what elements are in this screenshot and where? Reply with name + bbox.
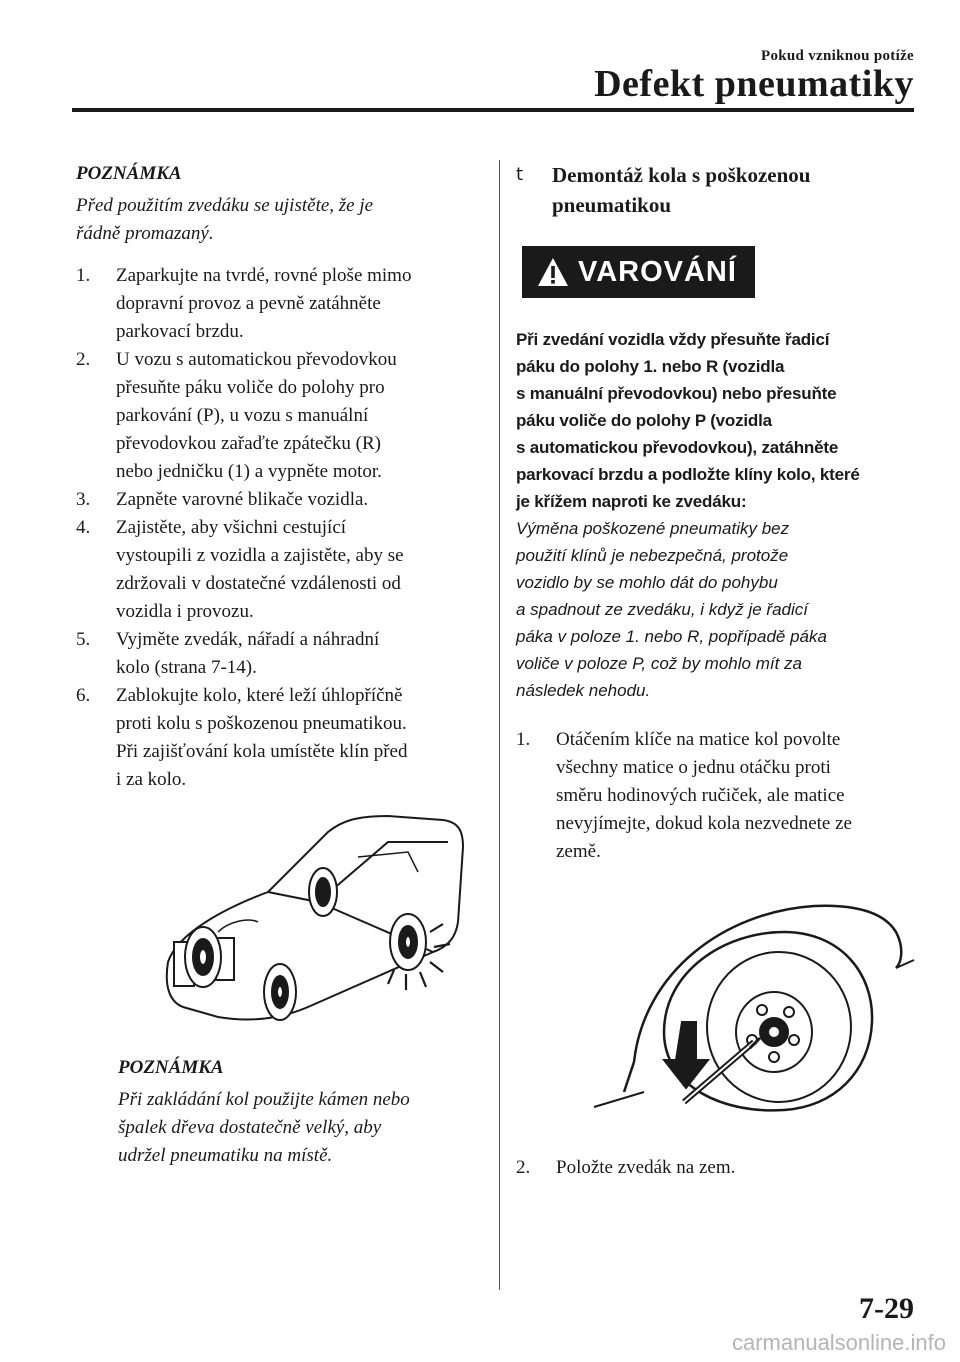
note-line: udržel pneumatiku na místě. <box>118 1145 333 1166</box>
list-item <box>76 682 476 794</box>
list-item <box>76 346 476 486</box>
step-line: Zaparkujte na tvrdé, rovné ploše mimo <box>116 265 412 286</box>
step-line: proti kolu s poškozenou pneumatikou. <box>116 713 407 734</box>
procedure-list <box>76 262 476 794</box>
warning-triangle-icon <box>536 256 570 288</box>
step-line: kolo (strana 7-14). <box>116 657 257 678</box>
page-number: 7-29 <box>859 1292 914 1325</box>
step-number: 1. <box>516 729 531 750</box>
warning-line: Při zvedání vozidla vždy přesuňte řadicí <box>516 330 830 349</box>
note-second <box>118 1054 476 1170</box>
column-divider <box>499 160 500 1290</box>
warning-line: je křížem naproti ke zvedáku: <box>516 492 747 511</box>
step-line: země. <box>556 841 601 862</box>
warning-line: voliče v poloze P, což by mohlo mít za <box>516 654 802 673</box>
note-line: špalek dřeva dostatečně velký, aby <box>118 1117 382 1138</box>
warning-line: páku do polohy 1. nebo R (vozidla <box>516 357 785 376</box>
step-line: Zapněte varovné blikače vozidla. <box>116 489 369 510</box>
header-section-label: Pokud vzniknou potíže <box>760 48 914 64</box>
page-title: Defekt pneumatiky <box>594 63 914 105</box>
step-line: všechny matice o jednu otáčku proti <box>556 757 831 778</box>
note-heading: POZNÁMKA <box>76 163 182 184</box>
step-line: i za kolo. <box>116 769 187 790</box>
step-line: nebo jedničku (1) a vypněte motor. <box>116 461 382 482</box>
warning-line: následek nehodu. <box>516 681 651 700</box>
step-line: dopravní provoz a pevně zatáhněte <box>116 293 381 314</box>
step-line: Zajistěte, aby všichni cestující <box>116 517 347 538</box>
list-item <box>76 262 476 346</box>
step-line: zdržovali v dostatečné vzdálenosti od <box>116 573 401 594</box>
note-line: Při zakládání kol použijte kámen nebo <box>118 1089 410 1110</box>
right-column <box>516 160 926 1182</box>
warning-line: páku voliče do polohy P (vozidla <box>516 411 772 430</box>
list-item <box>76 486 476 514</box>
step-line: Při zajišťování kola umístěte klín před <box>116 741 408 762</box>
step-number: 2. <box>76 349 91 370</box>
note-text <box>76 192 476 248</box>
list-item <box>76 514 476 626</box>
step-line: směru hodinových ručiček, ale matice <box>556 785 845 806</box>
step-number: 3. <box>76 489 91 510</box>
warning-line: s automatickou převodovkou), zatáhněte <box>516 438 839 457</box>
warning-line: parkovací brzdu a podložte klíny kolo, které <box>516 465 860 484</box>
note-line: Před použitím zvedáku se ujistěte, že je <box>76 195 374 216</box>
step-line: parkování (P), u vozu s manuální <box>116 405 369 426</box>
procedure-list-right <box>516 726 926 866</box>
step-line: parkovací brzdu. <box>116 321 244 342</box>
list-item <box>516 726 926 866</box>
warning-italic-text <box>516 515 926 704</box>
note-line: řádně promazaný. <box>76 223 214 244</box>
step-line: vozidla i provozu. <box>116 601 254 622</box>
warning-bold-text <box>516 326 926 515</box>
warning-label: VAROVÁNÍ <box>578 255 737 288</box>
warning-line: s manuální převodovkou) nebo přesuňte <box>516 384 837 403</box>
step-line: Položte zvedák na zem. <box>556 1157 736 1178</box>
warning-line: a spadnout ze zvedáku, i když je řadicí <box>516 600 808 619</box>
step-line: nevyjímejte, dokud kola nezvednete ze <box>556 813 852 834</box>
section-marker: t <box>516 164 524 185</box>
section-title-line: pneumatikou <box>552 193 672 217</box>
step-line: vystoupili z vozidla a zajistěte, aby se <box>116 545 404 566</box>
header-rule <box>72 108 914 112</box>
step-line: Vyjměte zvedák, nářadí a náhradní <box>116 629 380 650</box>
warning-line: páka v poloze 1. nebo R, popřípadě páka <box>516 627 827 646</box>
section-title-line: Demontáž kola s poškozenou <box>552 163 811 187</box>
step-line: přesuňte páku voliče do polohy pro <box>116 377 385 398</box>
warning-line: vozidlo by se mohlo dát do pohybu <box>516 573 778 592</box>
step-number: 6. <box>76 685 91 706</box>
warning-line: Výměna poškozené pneumatiky bez <box>516 519 790 538</box>
procedure-list-right-second <box>516 1154 926 1182</box>
step-line: převodovkou zařaďte zpátečku (R) <box>116 433 381 454</box>
section-heading <box>516 160 926 220</box>
step-line: U vozu s automatickou převodovkou <box>116 349 397 370</box>
section-title <box>552 160 810 220</box>
step-number: 1. <box>76 265 91 286</box>
wheel-nut-wrench-illustration <box>584 892 924 1132</box>
step-number: 5. <box>76 629 91 650</box>
step-number: 2. <box>516 1157 531 1178</box>
list-item <box>516 1154 926 1182</box>
note-text <box>118 1086 476 1170</box>
watermark: carmanualsonline.info <box>731 1330 946 1355</box>
warning-badge <box>522 246 755 298</box>
left-column <box>76 160 476 1170</box>
step-number: 4. <box>76 517 91 538</box>
note-heading: POZNÁMKA <box>118 1057 224 1078</box>
warning-line: použití klínů je nebezpečná, protože <box>516 546 789 565</box>
step-line: Otáčením klíče na matice kol povolte <box>556 729 841 750</box>
step-line: Zablokujte kolo, které leží úhlopříčně <box>116 685 403 706</box>
car-wheel-chock-illustration <box>158 812 488 1042</box>
list-item <box>76 626 476 682</box>
